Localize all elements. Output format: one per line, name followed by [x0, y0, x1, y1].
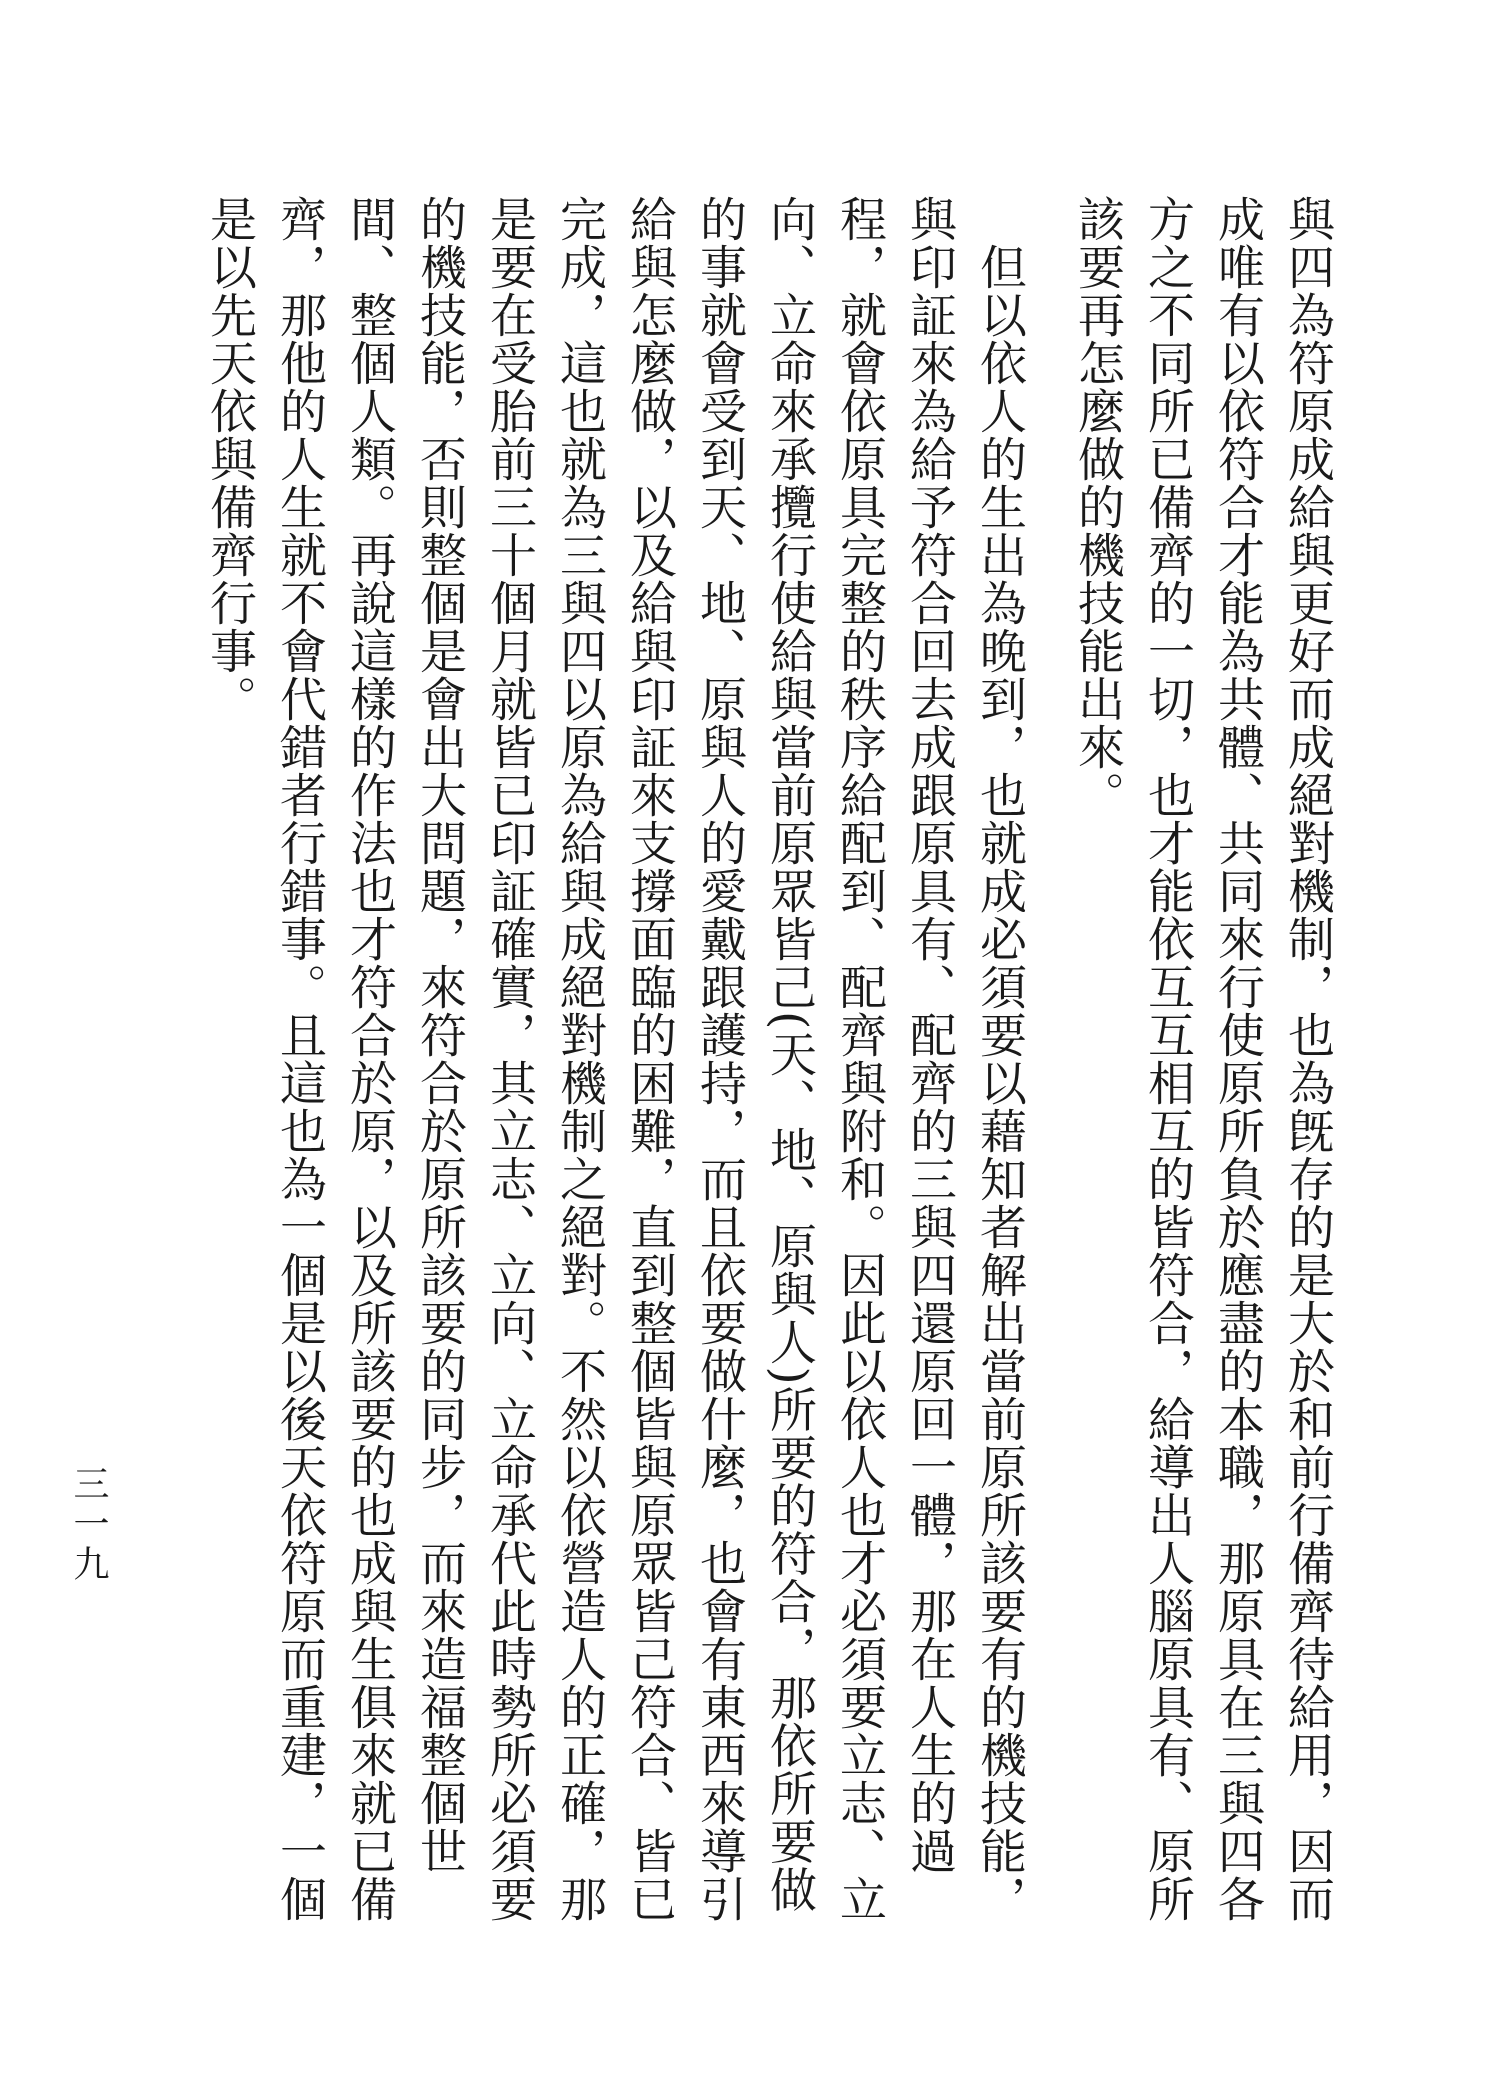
page-number: 三一九 — [68, 1465, 109, 1585]
paragraph-2: 但以依人的生出為晚到，也就成必須要以藉知者解出當前原所該要有的機技能，與印証來為給予符合回去成跟原具有、配齊的三與四還原回一體，那在人生的過程，就會依原具完整的秩序給配到、配齊與附和。因此以依人也才必須要立志、立向、立命來承攬行使給與當前原眾皆己(天、地、原與人)所要的符合，那依所要做的事就會受到天、地、原與人的愛戴跟護持，而且依要做什麼，也會有東西來導引給與怎麼做，以及給與印証來支撐面臨的困難，直到整個皆與原眾皆己符合、皆已完成，這也就為三與四以原為給與成絕對機制之絕對。不然以依營造人的正確，那是要在受胎前三十個月就皆已印証確實，其立志、立向、立命承代此時勢所必須要的機技能，否則整個是會出大問題，來符合於原所該要的同步，而來造福整個世間、整個人類。再說這樣的作法也才符合於原，以及所該要的也成與生俱來就已備齊，那他的人生就不會代錯者行錯事。且這也為一個是以後天依符原而重建，一個是以先天依與備齊行事。 — [202, 195, 1027, 1923]
body-text — [194, 195, 1342, 1955]
paragraph-1: 與四為符原成給與更好而成絕對機制，也為旣存的是大於和前行備齊待給用，因而成唯有以依符合才能為共體、共同來行使原所負於應盡的本職，那原具在三與四各方之不同所已備齊的一切，也才能依互互相互的皆符合，給導出人腦原具有、原所該要再怎麼做的機技能出來。 — [1070, 195, 1335, 1923]
